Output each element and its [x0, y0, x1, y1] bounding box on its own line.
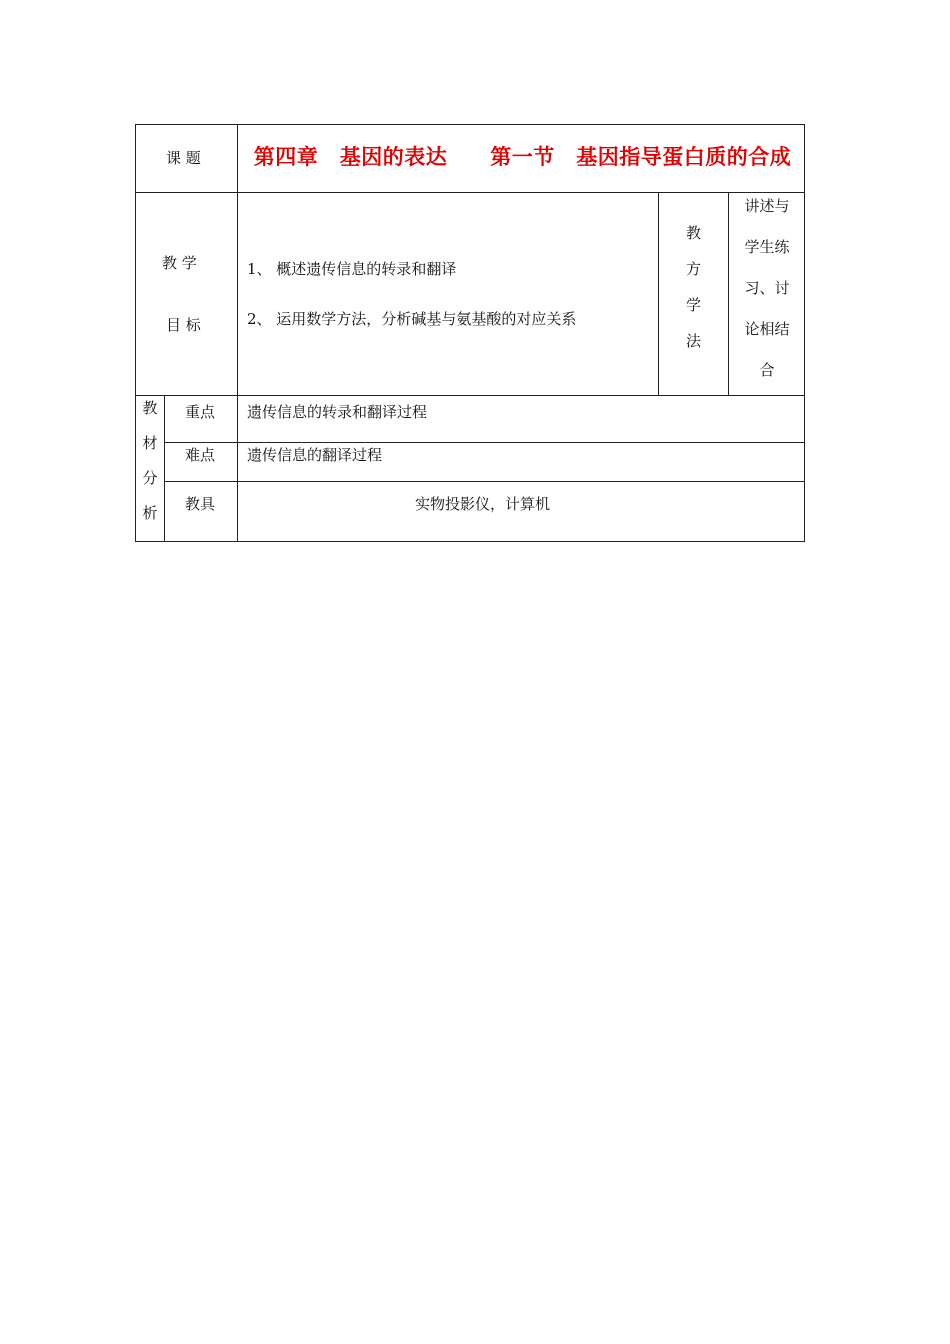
analysis-label-char: 分: [142, 469, 158, 487]
analysis-label-char: 材: [142, 434, 158, 452]
row-separator-4: [164, 481, 805, 482]
method-label-char: 学: [685, 296, 701, 314]
method-label-char: 教: [685, 224, 701, 242]
method-value-line: 合: [759, 361, 775, 379]
tools-value: 实物投影仪，计算机: [415, 495, 551, 513]
topic-label: 课 题: [166, 149, 201, 167]
difficulty-value: 遗传信息的翻译过程: [247, 446, 383, 464]
objectives-label-1: 教 学: [162, 254, 197, 272]
method-value-line: 习、讨: [744, 279, 790, 297]
column-separator-analysis: [164, 395, 165, 542]
method-label: [659, 226, 728, 370]
lesson-title: 第四章 基因的表达 第一节 基因指导蛋白质的合成: [253, 145, 792, 169]
row-separator-2: [135, 395, 805, 396]
method-label-char: 法: [685, 332, 701, 350]
difficulty-label: 难点: [185, 446, 216, 464]
objectives-label-2: 目 标: [166, 316, 201, 334]
analysis-label: [136, 401, 164, 541]
row-separator-1: [135, 192, 805, 193]
analysis-label-char: 教: [142, 399, 158, 417]
row-separator-3: [164, 442, 805, 443]
objective-item-1: 1、 概述遗传信息的转录和翻译: [247, 260, 457, 278]
method-label-char: 方: [685, 260, 701, 278]
column-separator-method-value: [728, 192, 729, 396]
method-value-line: 学生练: [744, 238, 790, 256]
analysis-label-char: 析: [142, 504, 158, 522]
table-border-top: [135, 124, 805, 125]
key-point-value: 遗传信息的转录和翻译过程: [247, 403, 428, 421]
key-point-label: 重点: [185, 403, 216, 421]
tools-label: 教具: [185, 495, 216, 513]
method-value: [730, 197, 804, 402]
table-border-bottom: [135, 541, 805, 542]
objective-item-2: 2、 运用数学方法，分析碱基与氨基酸的对应关系: [247, 310, 577, 328]
method-value-line: 讲述与: [744, 197, 790, 215]
table-border-right: [804, 124, 805, 542]
column-separator-main: [237, 124, 238, 542]
method-value-line: 论相结: [744, 320, 790, 338]
